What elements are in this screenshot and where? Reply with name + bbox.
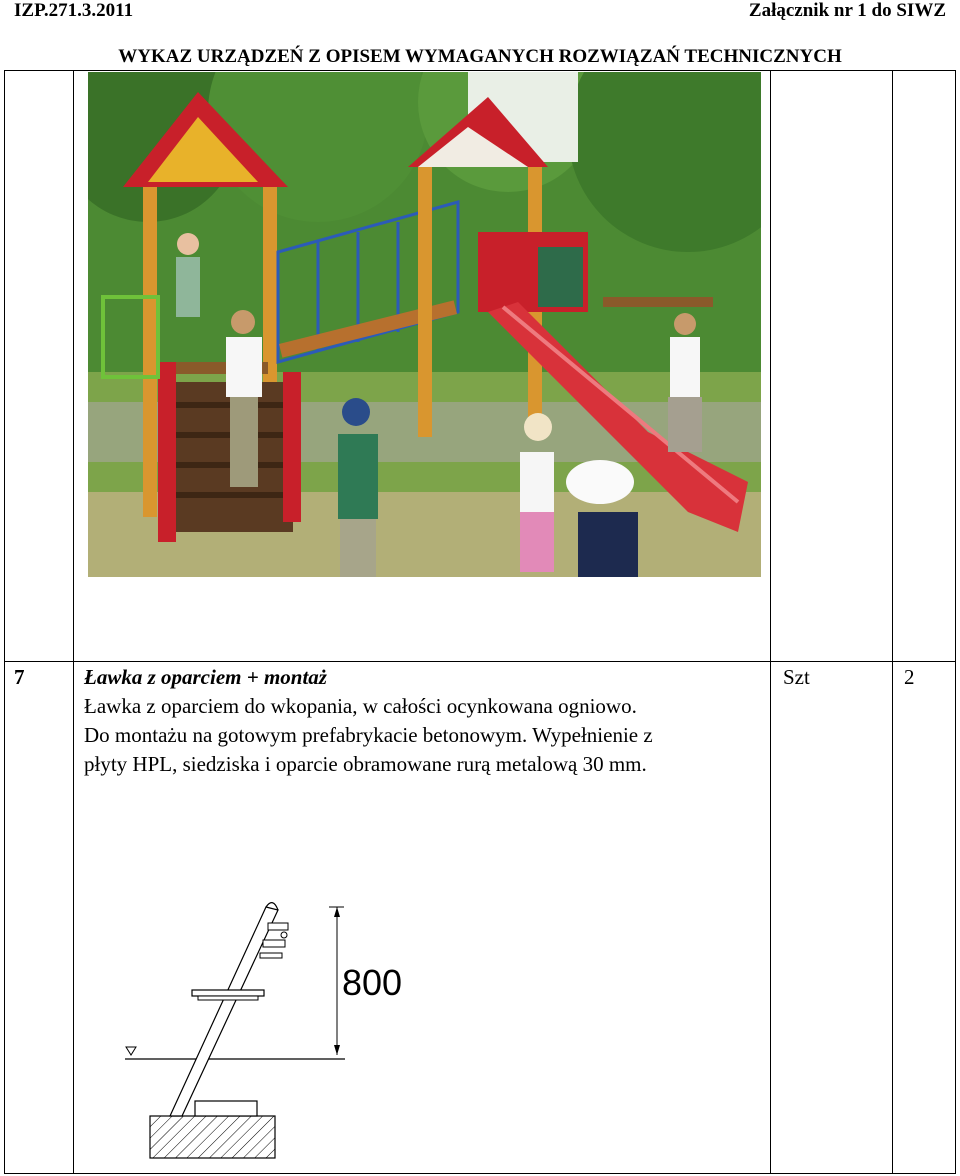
description-line: Ławka z oparciem do wkopania, w całości ocynkowana ogniowo.	[84, 694, 637, 718]
dimension-label: 800	[342, 962, 403, 1003]
item-quantity: 2	[904, 665, 915, 689]
document-reference: IZP.271.3.2011	[14, 0, 134, 21]
item-name: Ławka z oparciem + montaż	[84, 665, 327, 689]
item-description	[84, 692, 764, 779]
attachment-label: Załącznik nr 1 do SIWZ	[748, 0, 946, 21]
page-title: WYKAZ URZĄDZEŃ Z OPISEM WYMAGANYCH ROZWIĄZAŃ TECHNICZNYCH	[118, 46, 842, 67]
item-unit: Szt	[783, 665, 810, 689]
bench-technical-drawing	[110, 895, 430, 1170]
description-line: Do montażu na gotowym prefabrykacie betonowym. Wypełnienie z	[84, 723, 653, 747]
item-number: 7	[14, 665, 25, 689]
description-line: płyty HPL, siedziska i oparcie obramowane rurą metalową 30 mm.	[84, 752, 647, 776]
playground-photo	[88, 72, 761, 577]
